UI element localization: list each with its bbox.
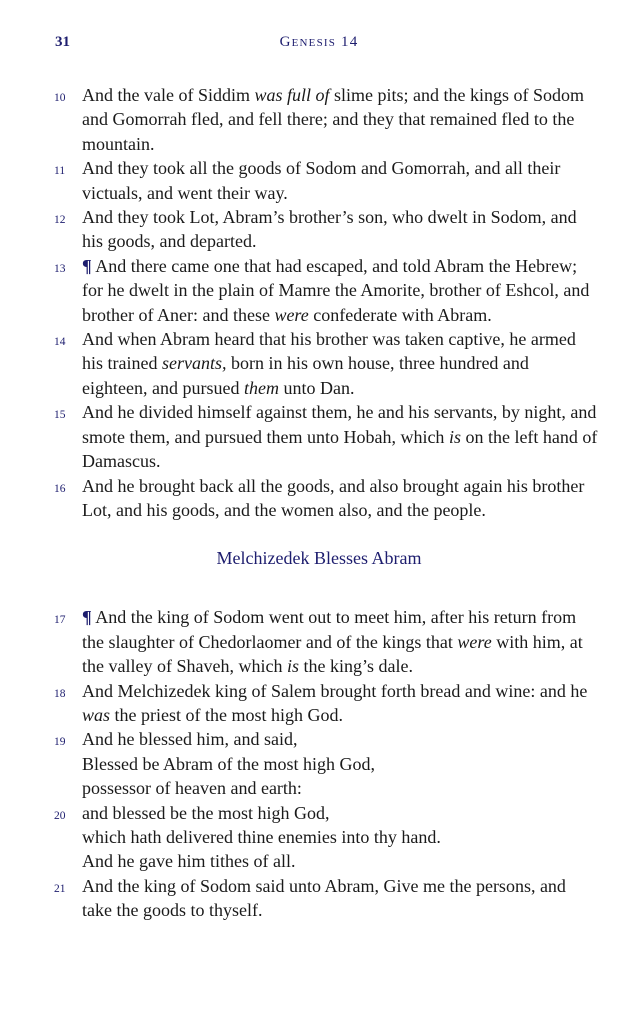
verse-number: 12 [54,214,66,227]
verse-italic-text: was [82,704,111,725]
verse-italic-text: servants, [161,353,227,374]
verse-number: 20 [54,809,66,822]
verse-19 [0,727,638,800]
verse-text: the priest of the most high God. [110,704,343,725]
running-head: Genesis 14 [279,34,359,50]
verse-number: 14 [54,336,66,349]
verse-12 [0,205,638,254]
verse-number: 16 [54,482,66,495]
verse-number: 13 [54,262,66,275]
verse-text: on the left hand of Damascus. [82,426,598,472]
poetry-line: which hath delivered thine enemies into thy hand. [82,826,441,847]
verse-number: 11 [54,165,66,178]
verse-number: 10 [54,92,66,104]
poetry-line: And he blessed him, and said, [82,729,298,750]
verse-text: And the king of Sodom went out to meet him, after his return from the slaughter of Chedorlaomer and of the kings that [82,607,577,652]
verse-group-b [0,605,638,922]
verse-18 [0,679,638,728]
verse-text: And there came one that had escaped, and told Abram the Hebrew; for he dwelt in the plain of Mamre the Amorite, brother of Eshcol, and brother of Aner: and these [82,255,590,325]
poetry-line: possessor of heaven and earth: [82,778,302,799]
page-content [0,83,638,923]
verse-number: 19 [54,736,66,749]
verse-italic-text: them [243,377,279,398]
verse-14 [0,327,638,400]
verse-text: And they took Lot, Abram’s brother’s son, who dwelt in Sodom, and his goods, and departed. [82,207,577,252]
verse-italic-text: is [286,656,299,677]
verse-21 [0,874,638,923]
verse-text: with him, at the valley of Shaveh, which [82,631,583,677]
verse-16 [0,474,638,523]
pilcrow-mark: ¶ [82,607,92,628]
verse-text: And the king of Sodom said unto Abram, Give me the persons, and take the goods to thyself. [82,875,566,921]
verse-text: And he brought back all the goods, and also brought again his brother Lot, and his goods, and the women also, and the people. [82,475,585,520]
verse-text: And the vale of Siddim [82,85,255,105]
verse-group-a [0,83,638,522]
verse-text: the king’s dale. [298,656,413,677]
verse-11 [0,156,638,205]
verse-text: unto Dan. [278,377,355,398]
verse-20 [0,801,638,874]
verse-17 [0,605,638,678]
page-header [0,34,638,58]
verse-italic-text: were [274,304,309,325]
poetry-line: Blessed be Abram of the most high God, [82,753,375,774]
verse-text: born in his own house, three hundred and eighteen, and pursued [82,353,529,398]
verse-text: And when Abram heard that his brother was taken captive, he armed his trained [82,329,576,374]
verse-13 [0,254,638,327]
verse-number: 17 [54,614,66,627]
section-heading: Melchizedek Blesses Abram [216,548,422,569]
verse-10 [0,83,638,156]
verse-15 [0,400,638,473]
verse-text: And they took all the goods of Sodom and Gomorrah, and all their victuals, and went their way. [82,158,561,203]
verse-text: And he divided himself against them, he and his servants, by night, and smote them, and pursued them unto Hobah, which [82,402,597,447]
verse-text: slime pits; and the kings of Sodom and Gomorrah fled, and fell there; and they that remained fled to the mountain. [82,85,584,154]
verse-italic-text: is [448,426,461,447]
poetry-line: and blessed be the most high God, [82,802,330,823]
pilcrow-mark: ¶ [82,255,92,276]
verse-text: And Melchizedek king of Salem brought forth bread and wine: and he [82,680,588,701]
page-number: 31 [55,34,70,50]
verse-number: 15 [54,409,66,422]
verse-number: 18 [54,687,66,700]
verse-italic-text: was full of [254,85,330,105]
verse-number: 21 [54,882,66,895]
poetry-line: And he gave him tithes of all. [82,851,296,872]
verse-italic-text: were [457,631,492,652]
verse-text: confederate with Abram. [308,304,492,325]
